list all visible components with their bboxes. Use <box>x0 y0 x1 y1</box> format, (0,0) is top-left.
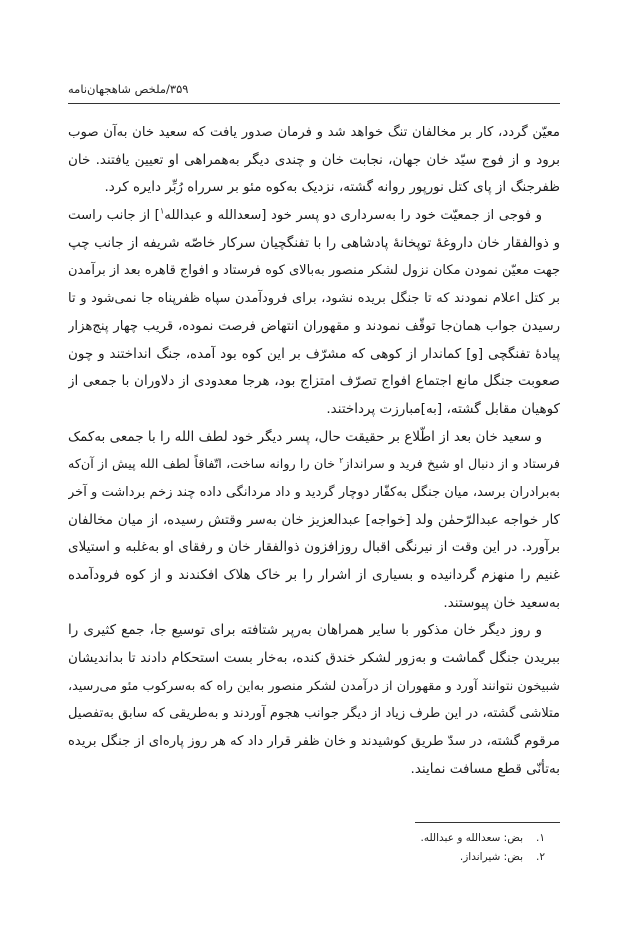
footnote-reference: ۱ <box>159 205 165 216</box>
text-line: جهت معیّن نمودن مکان نزول لشکر منصور به‌بالای کوه فرستاد و افواج قاهره بعد از برآمدن <box>68 263 560 279</box>
text-line: رسیدن جواب همان‌جا توقّف نمودند و مقهوران انتهاض فرصت نموده، قریب چهار پنج‌هزار <box>68 318 560 334</box>
paragraph <box>68 119 560 202</box>
text-line: برود و از فوج سیّد خان جهان، نجابت خان و چندی دیگر به‌همراهی او تعیین یافتند. خان <box>68 151 560 168</box>
text-line: کار خواجه عبدالرّحمٰن ولد [خواجه] عبدالعزیز خان به‌سر وقتش رسیده، از میان مخالفان <box>68 511 560 528</box>
main-text <box>68 119 560 784</box>
footnote <box>300 829 545 848</box>
text-line: برآورد. در این وقت از نیرنگی اقبال روزافزون ذوالفقار خان و رفقای او به‌غلبه و استیلای <box>68 539 560 556</box>
paragraph <box>68 617 560 783</box>
text-line <box>68 202 560 230</box>
text-line: و ذوالفقار خان داروغهٔ توپخانهٔ پادشاهی را با تفنگچیان سرکار خاصّه شریفه از جانب چپ <box>68 234 560 251</box>
text-segment: و فوجی از جمعیّت خود را به‌سرداری دو پسر خود [سعدالله و عبدالله <box>164 208 542 224</box>
text-line: و روز دیگر خان مذکور با سایر همراهان به‌رپر شتافته برای توسیع جا، جمع کثیری را <box>68 622 542 639</box>
text-line <box>68 451 560 479</box>
footnotes <box>300 829 545 867</box>
text-line: کوهیان مقابل گشته، [به]مبارزت پرداختند. <box>326 400 560 417</box>
text-line: غنیم را منهزم گردانیده و بسیاری از اشرار را بر خاک هلاک افکندند و از کوه فرودآمده <box>68 567 560 583</box>
text-line: شبیخون نتوانند آورد و مقهوران از درآمدن لشکر منصور به‌این راه که به‌سرکوب مئو می‌رسید، <box>68 678 560 694</box>
text-segment: خان را روانه ساخت، اتّفاقاً لطف الله پیش از آن‌که <box>68 457 340 473</box>
footnote-rule <box>415 822 560 823</box>
text-line: معیّن گردد، کار بر مخالفان تنگ خواهد شد و فرمان صدور یافت که سعید خان به‌آن صوب <box>68 125 560 140</box>
header-rule <box>68 103 560 104</box>
paragraph <box>68 202 560 424</box>
text-segment: فرستاد و از دنبال او شیخ فرید و سرانداز <box>343 457 560 473</box>
text-line: به‌تأنّی قطع مسافت نمایند. <box>410 760 560 777</box>
footnote-text: بض: شیرانداز. <box>459 851 523 863</box>
footnote <box>300 848 545 867</box>
text-line: بر کتل اعلام نمودند که تا جنگل بریده نشود، برای فرودآمدن سپاه ظفرپناه جا نمی‌شود و تا <box>68 291 560 307</box>
footnote-number: ۱. <box>536 832 545 844</box>
text-line: به‌برادران برسد، میان جنگل به‌کفّار دوچار گردید و داد مردانگی داده چند زخم برداشت و آخر <box>68 484 560 500</box>
text-line: و سعید خان بعد از اطّلاع بر حقیقت حال، پسر دیگر خود لطف الله را با جمعی به‌کمک <box>68 428 542 445</box>
text-line: به‌سعید خان پیوستند. <box>443 594 560 611</box>
text-line: ظفرجنگ از پای کتل نورپور روانه گشته، نزدیک به‌کوه مئو بر سرراه رُبِّر دایره کرد. <box>104 179 560 196</box>
text-line: متلاشی گشته، در این طرف زیاد از دیگر جوانب هجوم آوردند و به‌طریقی که سابق به‌تفصیل <box>68 706 560 722</box>
running-head: ۳۵۹/ملخص شاهجهان‌نامه <box>68 82 189 96</box>
text-line: مرقوم گشته، در سدّ طریق کوشیدند و خان ظفر قرار داد که هر روز پاره‌ای از جنگل بریده <box>68 734 560 750</box>
footnote-number: ۲. <box>536 851 545 863</box>
text-line: پیادهٔ تفنگچی [و] کماندار از کوهی که مشرّف بر این کوه بود آمده، جنگ انداختند و چون <box>68 345 560 362</box>
text-segment: ] از جانب راست <box>68 208 160 224</box>
paragraph <box>68 424 560 618</box>
footnote-reference: ۲ <box>339 456 344 465</box>
footnote-text: بض: سعدالله و عبدالله. <box>420 832 523 844</box>
text-line: صعوبت جنگل مانع اجتماع افواج تصرّف امتزاج بود، هرجا معدودی از دلاوران با جمعی از <box>68 373 560 390</box>
text-line: ببریدن جنگل گماشت و به‌زور لشکر خندق کنده، به‌خار بست استحکام دادند تا بداندیشان <box>68 650 560 667</box>
